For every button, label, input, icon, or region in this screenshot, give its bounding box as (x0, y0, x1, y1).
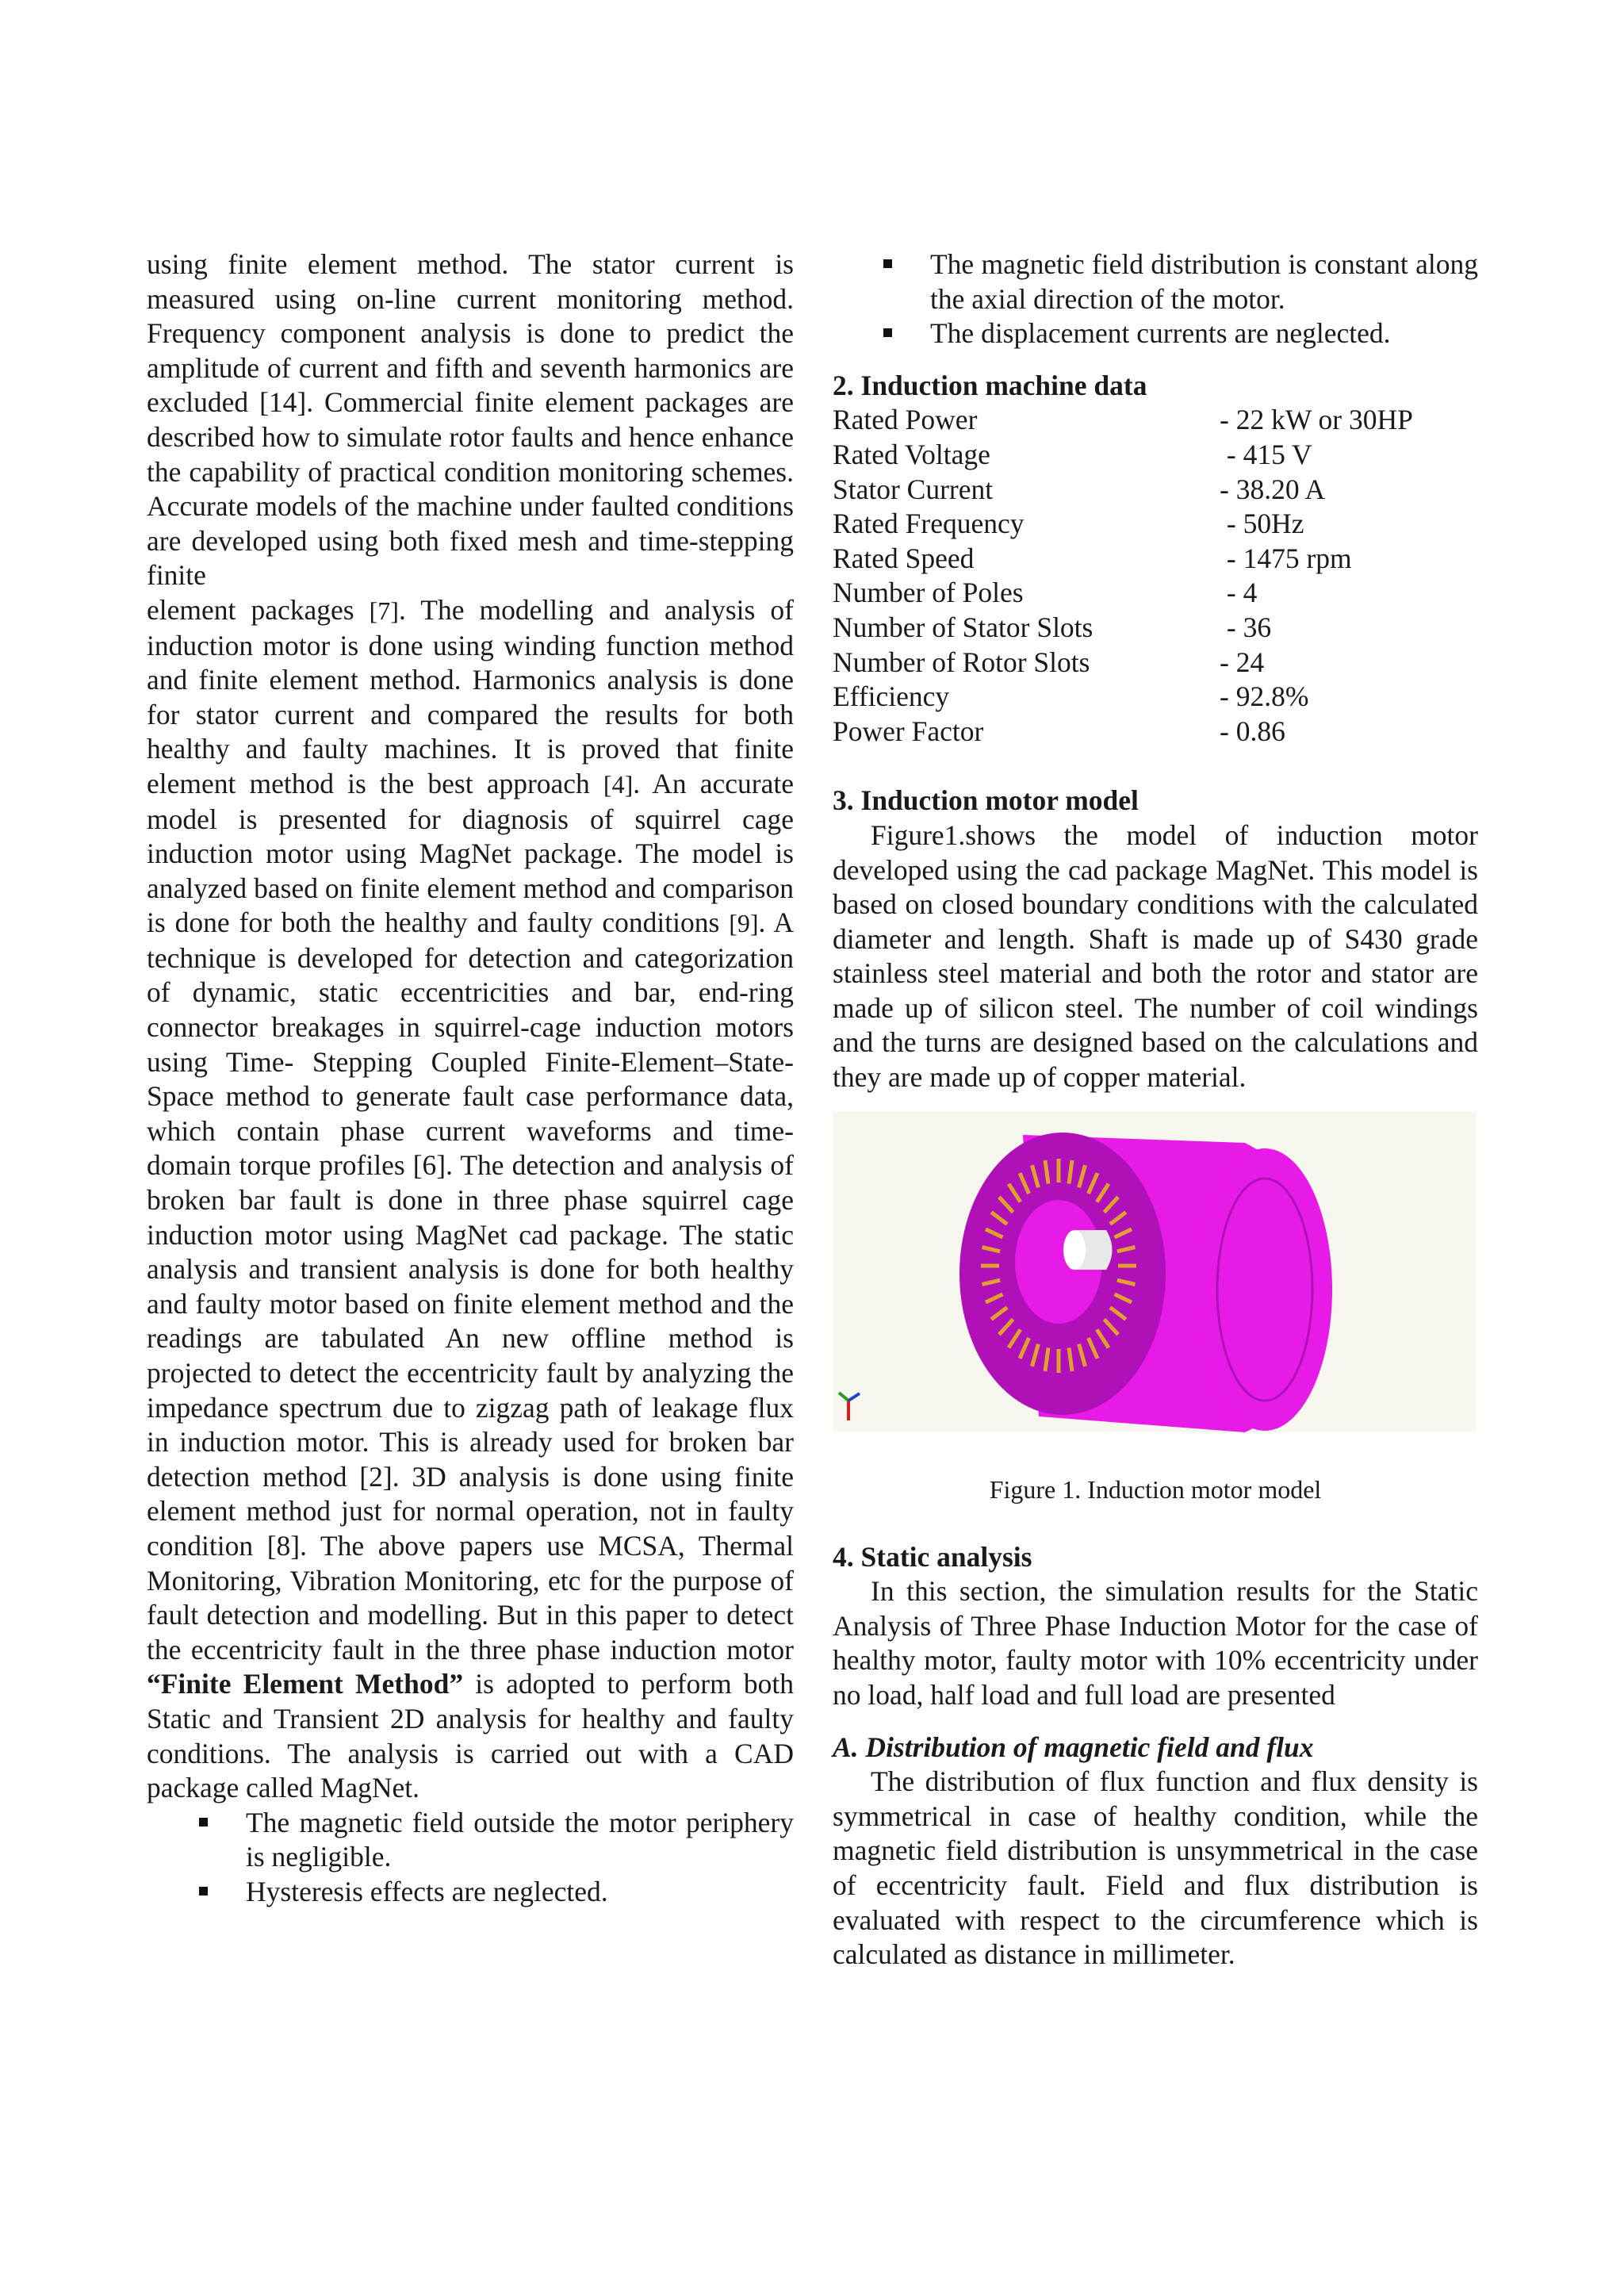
left-paragraph-2-part2: . The modelling and analysis of induction motor is done using winding function method and finite element method. Harmonics analysis is done for stator current and compared the results for both healthy and faulty machines. It is proved that finite element method is the best approach (147, 593, 794, 799)
bullet-square-icon (199, 1818, 208, 1826)
left-column (147, 247, 794, 1910)
machine-data-label: Stator Current (833, 473, 994, 505)
list-item (147, 1806, 794, 1875)
section-2-heading: 2. Induction machine data (833, 369, 1147, 401)
machine-data-label: Number of Rotor Slots (833, 646, 1090, 678)
right-column (833, 247, 1478, 1972)
machine-data-label: Rated Voltage (833, 438, 990, 470)
left-paragraph-2-part5: is adopted to perform both Static and Transient 2D analysis for healthy and faulty conditions. The analysis is carried out with a CAD package called MagNet. (147, 1668, 794, 1804)
table-row (833, 715, 1478, 749)
machine-data-label: Rated Speed (833, 542, 975, 574)
machine-data-value: - 24 (1220, 646, 1265, 678)
section-4-heading: 4. Static analysis (833, 1540, 1032, 1573)
machine-data-label: Power Factor (833, 715, 984, 747)
bullet-text: The displacement currents are neglected. (930, 317, 1391, 350)
machine-data-value: - 22 kW or 30HP (1220, 404, 1413, 436)
table-row (833, 438, 1478, 473)
right-bullet-list (833, 247, 1478, 351)
bullet-square-icon (199, 1887, 208, 1895)
machine-data-value: - 50Hz (1220, 508, 1304, 540)
machine-data-label: Efficiency (833, 680, 950, 713)
machine-data-value: - 4 (1220, 577, 1258, 609)
left-paragraph-1: using finite element method. The stator current is measured using on-line current monitoring method. Frequency component analysis is done to predict the amplitude of current and fifth and seventh harmonics are excluded [14]. Commercial finite element packages are described how to simulate rotor faults and hence enhance the capability of practical condition monitoring schemes. Accurate models of the machine under faulted conditions are developed using both fixed mesh and time-stepping finite (147, 248, 794, 592)
table-row (833, 611, 1478, 646)
bullet-text: The magnetic field distribution is constant along the axial direction of the motor. (930, 248, 1478, 315)
left-bullet-list (147, 1806, 794, 1910)
machine-data-value: - 1475 rpm (1220, 542, 1352, 574)
left-paragraph-2-part4: . A technique is developed for detection and categorization of dynamic, static eccentricities and bar, end-ring connector breakages in squirrel-cage induction motors using Time- Stepping Coupled Finite-Element–State-Space method to generate fault case performance data, which contain phase current waveforms and time-domain torque profiles [6]. The detection and analysis of broken bar fault is done in three phase squirrel cage induction motor using MagNet cad package. The static analysis and transient analysis is done for both healthy and faulty motor based on finite element method and the readings are tabulated An new offline method is projected to detect the eccentricity fault by analyzing the impedance spectrum due to zigzag path of leakage flux in induction motor. This is already used for broken bar detection method [2]. 3D analysis is done using finite element method just for normal operation, not in faulty condition [8]. The above papers use MCSA, Thermal Monitoring, Vibration Monitoring, etc for the purpose of fault detection and modelling. But in this paper to detect the eccentricity fault in the three phase induction motor (147, 907, 794, 1665)
machine-data-value: - 0.86 (1220, 715, 1285, 747)
list-item (833, 316, 1478, 351)
machine-data-label: Number of Poles (833, 577, 1024, 609)
list-item (833, 247, 1478, 316)
table-row (833, 542, 1478, 577)
figure-1-image (833, 1111, 1477, 1432)
machine-data-label: Rated Power (833, 404, 978, 436)
machine-data-value: - 92.8% (1220, 680, 1309, 713)
table-row (833, 646, 1478, 680)
induction-motor-render (833, 1111, 1477, 1432)
table-row (833, 680, 1478, 715)
machine-data-label: Rated Frequency (833, 508, 1025, 540)
machine-data-label: Number of Stator Slots (833, 611, 1094, 643)
subsection-a-paragraph: The distribution of flux function and flux density is symmetrical in case of healthy condition, while the magnetic field distribution is unsymmetrical in the case of eccentricity fault. Field and flux distribution is evaluated with respect to the circumference which is calculated as distance in millimeter. (833, 1765, 1478, 1971)
table-row (833, 507, 1478, 542)
table-row (833, 403, 1478, 438)
table-row (833, 576, 1478, 611)
bullet-text: Hysteresis effects are neglected. (246, 1875, 608, 1907)
bullet-text: The magnetic field outside the motor periphery is negligible. (246, 1806, 794, 1873)
left-paragraph-2 (147, 593, 794, 1806)
shaft-end (1063, 1230, 1086, 1270)
section-3-paragraph: Figure1.shows the model of induction motor developed using the cad package MagNet. This model is based on closed boundary conditions with the calculated diameter and length. Shaft is made up of S430 grade stainless steel material and both the rotor and stator are made up of silicon steel. The number of coil windings and the turns are designed based on the calculations and they are made up of copper material. (833, 818, 1478, 1094)
citation-9: [9] (729, 909, 759, 938)
finite-element-method-emphasis: “Finite Element Method” (147, 1668, 464, 1700)
section-4-paragraph: In this section, the simulation results for the Static Analysis of Three Phase Induction Motor for the case of healthy motor, faulty motor with 10% eccentricity under no load, half load and full load are presented (833, 1575, 1478, 1711)
section-3-heading: 3. Induction motor model (833, 784, 1139, 817)
machine-data-value: - 36 (1220, 611, 1272, 643)
bullet-square-icon (883, 328, 892, 337)
machine-data-value: - 38.20 A (1220, 473, 1326, 505)
citation-7: [7] (369, 596, 399, 625)
figure-1-caption: Figure 1. Induction motor model (989, 1474, 1322, 1504)
subsection-a-heading: A. Distribution of magnetic field and flux (833, 1731, 1314, 1763)
table-row (833, 473, 1478, 508)
left-paragraph-2-part3: . An accurate model is presented for diagnosis of squirrel cage induction motor using MagNet package. The model is analyzed based on finite element method and comparison is done for both the healthy and faulty conditions (147, 767, 794, 939)
list-item (147, 1875, 794, 1910)
machine-data-table (833, 403, 1478, 749)
citation-4: [4] (603, 769, 634, 799)
machine-data-value: - 415 V (1220, 438, 1312, 470)
bullet-square-icon (883, 259, 892, 268)
left-paragraph-2-part1: element packages (147, 593, 370, 626)
